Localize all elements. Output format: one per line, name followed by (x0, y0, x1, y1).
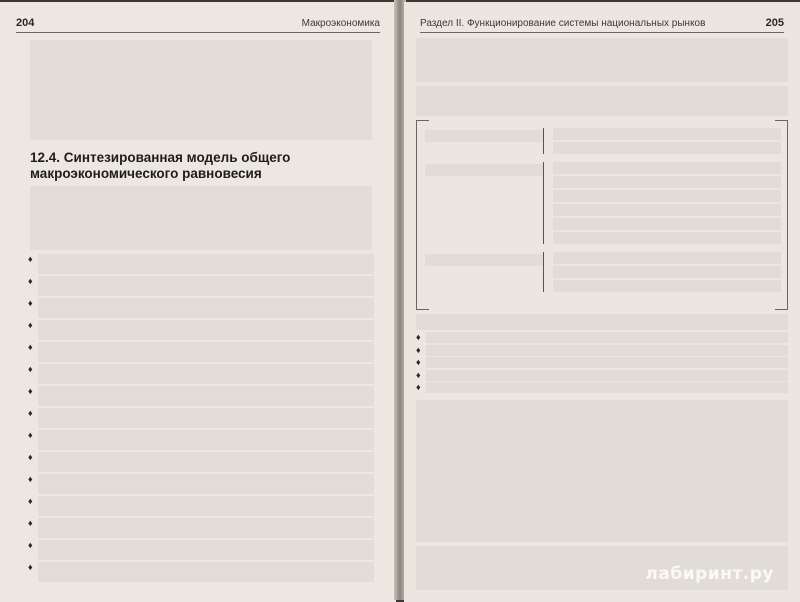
right-page-header (420, 14, 784, 33)
equilibrium-condition-list (416, 332, 788, 396)
equation (553, 232, 781, 244)
left-page-number: 204 (16, 17, 35, 29)
list-item (426, 370, 788, 381)
list-item (38, 496, 374, 516)
list-item (38, 518, 374, 538)
equation (553, 128, 781, 140)
equation (553, 142, 781, 154)
equilibrium-intro (416, 314, 788, 330)
list-item (38, 298, 374, 318)
equation (553, 176, 781, 188)
list-item (38, 540, 374, 560)
bullet-marker-icon: ♦ (28, 276, 33, 286)
list-item (426, 332, 788, 343)
bullet-marker-icon: ♦ (416, 344, 421, 355)
left-running-head: Макроэкономика (301, 18, 380, 29)
bullet-marker-icon: ♦ (28, 320, 33, 330)
list-item (38, 430, 374, 450)
equation (553, 190, 781, 202)
model-intro-paragraph (416, 86, 788, 116)
list-item (38, 254, 374, 274)
list-item (426, 345, 788, 356)
bullet-marker-icon: ♦ (416, 357, 421, 367)
bullet-marker-icon: ♦ (28, 298, 33, 308)
left-intro-paragraph (30, 40, 372, 140)
bullet-marker-icon: ♦ (28, 496, 33, 506)
right-running-head: Раздел II. Функционирование системы национальных рынков (420, 18, 706, 29)
watermark-logo: лабиринт.ру (645, 564, 774, 584)
market-label (425, 130, 543, 142)
equation (553, 252, 781, 264)
bullet-marker-icon: ♦ (28, 254, 33, 264)
equation (553, 266, 781, 278)
right-page (404, 2, 800, 602)
right-paragraph-1 (416, 400, 788, 542)
equation-brace (543, 162, 552, 244)
equation-brace (543, 128, 552, 154)
bullet-marker-icon: ♦ (28, 364, 33, 374)
equation-brace (543, 252, 552, 292)
bullet-marker-icon: ♦ (28, 518, 33, 528)
section-paragraph (30, 186, 372, 250)
list-item (38, 474, 374, 494)
equation (553, 218, 781, 230)
list-item (38, 562, 374, 582)
market-label (425, 254, 543, 266)
bullet-marker-icon: ♦ (28, 562, 33, 572)
bullet-marker-icon: ♦ (28, 430, 33, 440)
equation (553, 204, 781, 216)
left-bullet-list (28, 254, 374, 594)
list-item (38, 452, 374, 472)
bullet-marker-icon: ♦ (28, 386, 33, 396)
bullet-marker-icon: ♦ (416, 332, 421, 342)
list-item (426, 382, 788, 393)
list-item (38, 342, 374, 362)
bullet-marker-icon: ♦ (416, 369, 421, 380)
left-page-header (16, 14, 380, 33)
equation (553, 280, 781, 292)
market-label (425, 164, 543, 176)
equation (553, 162, 781, 174)
right-page-number: 205 (765, 17, 784, 29)
list-item (38, 276, 374, 296)
model-equation-system (416, 120, 788, 310)
list-item (38, 386, 374, 406)
list-item (38, 408, 374, 428)
left-page (0, 2, 396, 602)
list-item (426, 357, 788, 368)
bullet-marker-icon: ♦ (416, 382, 421, 392)
bullet-marker-icon: ♦ (28, 540, 33, 550)
section-heading: 12.4. Синтезированная модель общего макроэкономического равновесия (30, 150, 291, 181)
list-item (38, 320, 374, 340)
bullet-marker-icon: ♦ (28, 408, 33, 418)
list-item (38, 364, 374, 384)
bullet-marker-icon: ♦ (28, 342, 33, 352)
right-top-paragraph (416, 38, 788, 82)
bullet-marker-icon: ♦ (28, 452, 33, 462)
bullet-marker-icon: ♦ (28, 474, 33, 484)
